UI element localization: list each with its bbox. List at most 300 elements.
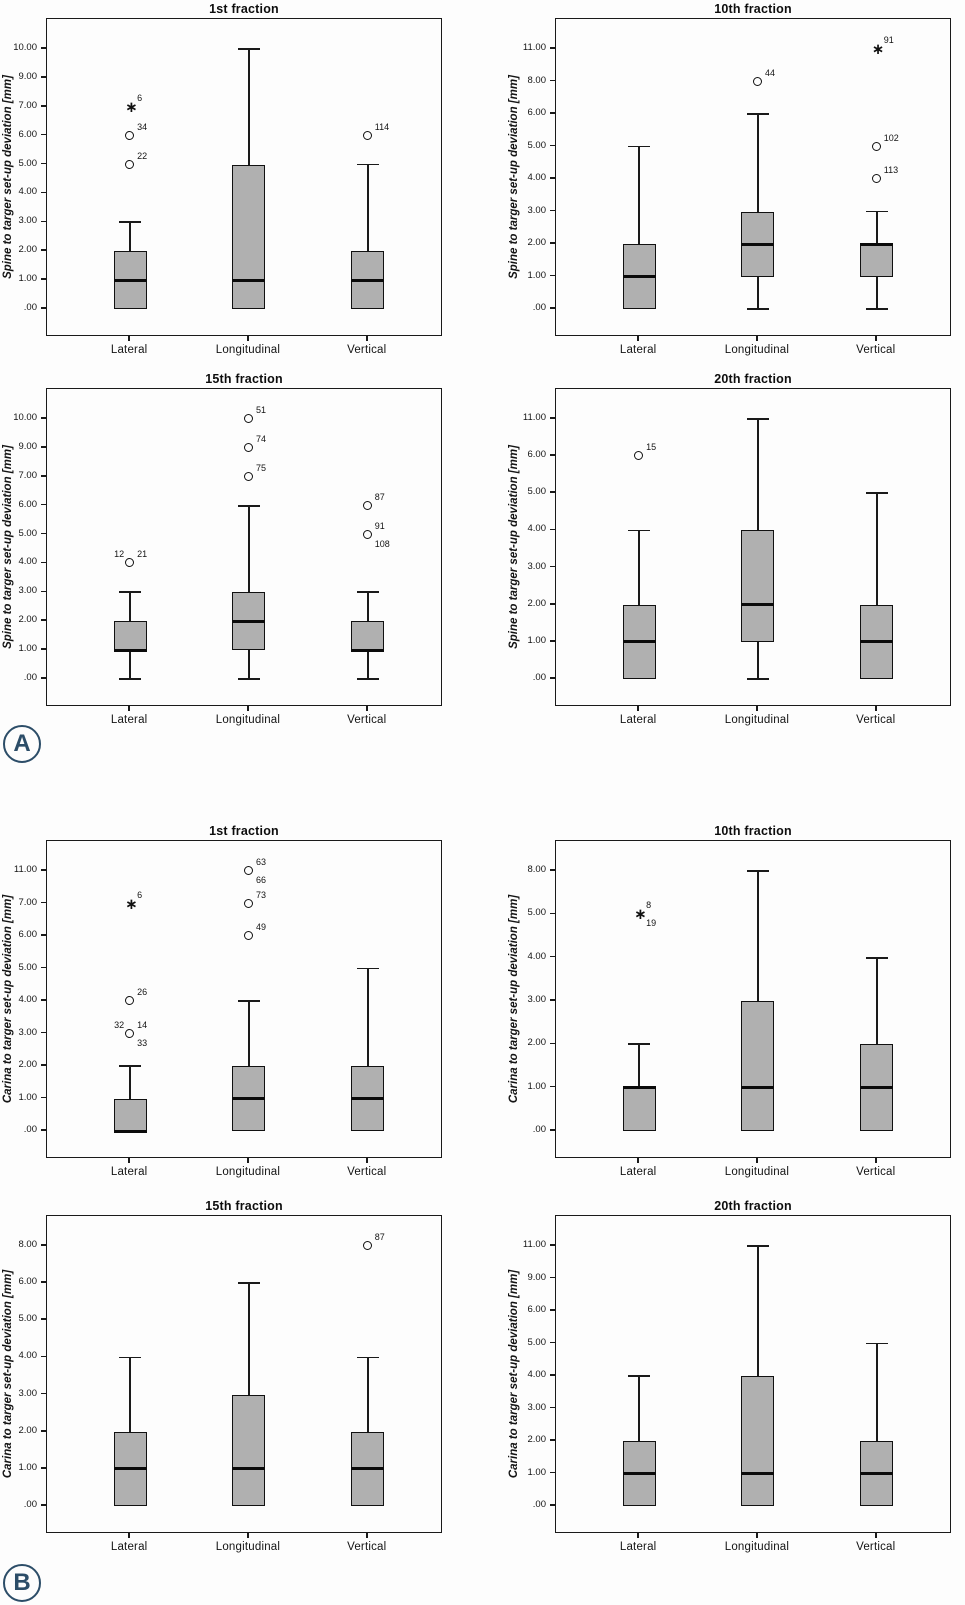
outlier-label: 21 xyxy=(137,549,148,560)
whisker-cap xyxy=(866,211,888,213)
y-tick xyxy=(550,640,555,642)
whisker-line xyxy=(129,592,131,621)
x-tick xyxy=(247,706,249,711)
outlier-asterisk-marker: ∗ xyxy=(634,905,647,924)
x-tick xyxy=(128,336,130,341)
y-tick-label: 5.00 xyxy=(527,907,546,919)
median-line xyxy=(351,649,384,652)
y-axis-label: Carina to targer set-up deviation [mm] xyxy=(508,1269,520,1479)
y-tick xyxy=(550,1277,555,1279)
x-category-label: Vertical xyxy=(856,1166,896,1178)
whisker-cap xyxy=(747,1245,769,1247)
outlier-circle-marker xyxy=(244,472,253,481)
y-tick xyxy=(550,566,555,568)
whisker-line xyxy=(129,650,131,679)
outlier-circle-marker xyxy=(363,501,372,510)
whisker-line xyxy=(757,871,759,1001)
x-category-label: Lateral xyxy=(110,714,148,726)
y-tick-label: 3.00 xyxy=(18,1026,37,1038)
y-tick xyxy=(550,80,555,82)
y-tick xyxy=(41,278,46,280)
y-tick-label: 1.00 xyxy=(527,1466,546,1478)
y-tick xyxy=(550,177,555,179)
y-tick xyxy=(41,1318,46,1320)
whisker-cap xyxy=(866,308,888,310)
outlier-circle-marker xyxy=(363,1241,372,1250)
whisker-cap xyxy=(747,113,769,115)
median-line xyxy=(623,1472,656,1475)
whisker-cap xyxy=(866,492,888,494)
plot-frame xyxy=(555,1215,951,1533)
y-tick-label: 4.00 xyxy=(18,994,37,1005)
y-tick-label: 6.00 xyxy=(18,128,37,140)
whisker-line xyxy=(129,222,131,251)
y-tick xyxy=(41,533,46,535)
y-tick-label: 6.00 xyxy=(18,929,37,940)
outlier-circle-marker xyxy=(753,77,762,86)
outlier-label: 49 xyxy=(255,922,266,932)
panel-a-badge: A xyxy=(3,725,41,763)
whisker-cap xyxy=(357,1357,379,1359)
subplot-title: 10th fraction xyxy=(714,824,792,838)
y-tick xyxy=(550,1342,555,1344)
outlier-circle-marker xyxy=(244,931,253,940)
y-tick-label: 7.00 xyxy=(18,896,37,908)
y-tick-label: .00 xyxy=(532,302,546,313)
outlier-label: 14 xyxy=(137,1019,148,1030)
y-axis-label: Spine to targer set-up deviation [mm] xyxy=(2,75,14,279)
y-axis-label: Carina to targer set-up deviation [mm] xyxy=(2,1269,14,1479)
outlier-label: 73 xyxy=(255,889,266,900)
y-tick-label: 6.00 xyxy=(18,1276,37,1288)
y-axis-label: Carina to targer set-up deviation [mm] xyxy=(508,894,520,1104)
outlier-label: 34 xyxy=(137,121,148,132)
y-tick-label: 9.00 xyxy=(527,1271,546,1283)
y-tick xyxy=(550,529,555,531)
y-tick xyxy=(41,134,46,136)
y-tick xyxy=(550,307,555,309)
whisker-line xyxy=(248,1001,250,1066)
x-category-label: Lateral xyxy=(619,714,657,726)
outlier-label: 32 xyxy=(114,1019,125,1030)
median-line xyxy=(114,279,147,282)
box xyxy=(860,244,893,277)
subplot-A-4 xyxy=(492,370,962,736)
x-tick xyxy=(366,706,368,711)
y-tick xyxy=(41,1097,46,1099)
outlier-label: 26 xyxy=(137,987,148,997)
x-category-label: Lateral xyxy=(110,1166,148,1178)
whisker-line xyxy=(876,493,878,604)
x-tick xyxy=(875,1158,877,1163)
median-line xyxy=(860,640,893,643)
x-tick xyxy=(637,336,639,341)
y-tick-label: 4.00 xyxy=(527,1369,546,1380)
y-tick xyxy=(550,869,555,871)
whisker-line xyxy=(129,1357,131,1431)
x-category-label: Longitudinal xyxy=(215,1166,281,1178)
y-tick xyxy=(41,648,46,650)
x-tick xyxy=(247,1158,249,1163)
subplot-title: 15th fraction xyxy=(205,372,283,386)
y-tick-label: 2.00 xyxy=(527,1434,546,1445)
outlier-label: 74 xyxy=(255,433,266,444)
y-tick-label: 3.00 xyxy=(18,215,37,227)
y-tick xyxy=(41,47,46,49)
y-tick-label: 4.00 xyxy=(527,950,546,962)
y-axis-label: Spine to targer set-up deviation [mm] xyxy=(508,75,520,279)
outlier-circle-marker xyxy=(363,131,372,140)
median-line xyxy=(351,279,384,282)
y-tick-label: 11.00 xyxy=(13,864,37,875)
whisker-cap xyxy=(119,221,141,223)
whisker-cap xyxy=(119,678,141,680)
subplot-B-2 xyxy=(492,822,962,1188)
whisker-cap xyxy=(866,957,888,959)
y-tick xyxy=(41,1356,46,1358)
x-tick xyxy=(875,1533,877,1538)
median-line xyxy=(860,1086,893,1089)
y-tick xyxy=(41,417,46,419)
whisker-cap xyxy=(747,418,769,420)
whisker-line xyxy=(129,1066,131,1099)
x-category-label: Lateral xyxy=(110,344,148,356)
y-tick-label: .00 xyxy=(23,1499,37,1510)
y-tick xyxy=(41,1244,46,1246)
x-tick xyxy=(875,706,877,711)
y-tick-label: 7.00 xyxy=(18,99,37,111)
plot-frame xyxy=(46,1215,442,1533)
median-line xyxy=(351,1467,384,1470)
y-tick xyxy=(550,491,555,493)
subplot-title: 20th fraction xyxy=(714,372,792,386)
outlier-circle-marker xyxy=(244,866,253,875)
box xyxy=(741,1376,774,1506)
outlier-label: 6 xyxy=(137,92,143,103)
outlier-label: 15 xyxy=(646,442,657,453)
y-tick xyxy=(550,1439,555,1441)
whisker-line xyxy=(638,1376,640,1441)
y-tick xyxy=(41,446,46,448)
box xyxy=(741,530,774,641)
y-tick-label: 5.00 xyxy=(18,527,37,539)
y-tick xyxy=(41,934,46,936)
y-tick xyxy=(550,1407,555,1409)
y-tick-label: 3.00 xyxy=(527,560,546,572)
y-tick-label: .00 xyxy=(532,1124,546,1135)
whisker-cap xyxy=(357,591,379,593)
median-line xyxy=(860,243,893,246)
y-tick xyxy=(550,913,555,915)
y-tick xyxy=(550,1309,555,1311)
y-tick xyxy=(41,1467,46,1469)
y-tick xyxy=(41,902,46,904)
outlier-label: 66 xyxy=(255,875,266,885)
y-tick-label: 5.00 xyxy=(18,157,37,169)
y-tick xyxy=(41,307,46,309)
outlier-label: 44 xyxy=(764,67,775,78)
outlier-circle-marker xyxy=(244,443,253,452)
x-category-label: Longitudinal xyxy=(724,344,790,356)
y-tick xyxy=(550,417,555,419)
y-tick xyxy=(41,76,46,78)
plot-frame xyxy=(46,840,442,1158)
x-category-label: Vertical xyxy=(856,1541,896,1553)
y-tick-label: 5.00 xyxy=(527,486,546,498)
y-tick xyxy=(550,603,555,605)
y-tick xyxy=(550,677,555,679)
outlier-label: 102 xyxy=(883,132,899,143)
whisker-line xyxy=(757,277,759,310)
median-line xyxy=(741,243,774,246)
x-category-label: Vertical xyxy=(347,1166,387,1178)
x-tick xyxy=(366,336,368,341)
outlier-circle-marker xyxy=(125,160,134,169)
subplot-title: 1st fraction xyxy=(209,2,279,16)
box xyxy=(114,621,147,650)
whisker-cap xyxy=(357,968,379,970)
median-line xyxy=(860,1472,893,1475)
y-tick xyxy=(550,454,555,456)
x-tick xyxy=(247,1533,249,1538)
outlier-circle-marker xyxy=(872,174,881,183)
median-line xyxy=(114,1130,147,1133)
x-category-label: Vertical xyxy=(347,1541,387,1553)
box xyxy=(741,1001,774,1131)
y-tick-label: 2.00 xyxy=(527,237,546,248)
y-tick xyxy=(41,1032,46,1034)
y-tick xyxy=(550,47,555,49)
y-tick-label: 11.00 xyxy=(522,42,546,53)
y-tick-label: 1.00 xyxy=(18,273,37,285)
x-category-label: Longitudinal xyxy=(215,714,281,726)
y-tick-label: 8.00 xyxy=(527,864,546,875)
y-tick xyxy=(41,163,46,165)
whisker-line xyxy=(248,49,250,165)
whisker-line xyxy=(757,114,759,212)
panel-b-badge: B xyxy=(3,1564,41,1602)
x-tick xyxy=(637,1533,639,1538)
median-line xyxy=(741,1472,774,1475)
x-tick xyxy=(366,1533,368,1538)
y-tick-label: 8.00 xyxy=(527,74,546,86)
y-tick-label: 8.00 xyxy=(18,1239,37,1250)
outlier-label: 114 xyxy=(374,121,390,132)
outlier-label: 22 xyxy=(137,150,148,161)
whisker-cap xyxy=(628,1043,650,1045)
x-category-label: Vertical xyxy=(347,714,387,726)
outlier-circle-marker xyxy=(125,996,134,1005)
outlier-label: 8 xyxy=(646,900,652,911)
y-tick-label: .00 xyxy=(532,1499,546,1510)
y-tick xyxy=(41,591,46,593)
x-category-label: Longitudinal xyxy=(724,1541,790,1553)
y-tick xyxy=(41,1281,46,1283)
subplot-title: 10th fraction xyxy=(714,2,792,16)
y-tick-label: 4.00 xyxy=(18,186,37,198)
outlier-label: 63 xyxy=(255,857,266,867)
y-tick xyxy=(41,1129,46,1131)
outlier-label: 113 xyxy=(883,165,899,175)
y-tick xyxy=(41,105,46,107)
y-tick xyxy=(41,999,46,1001)
outlier-circle-marker xyxy=(634,451,643,460)
whisker-line xyxy=(638,530,640,604)
whisker-cap xyxy=(238,48,260,50)
outlier-label: 87 xyxy=(374,1232,385,1242)
x-category-label: Vertical xyxy=(856,344,896,356)
y-tick-label: 4.00 xyxy=(527,523,546,535)
box xyxy=(351,621,384,650)
median-line xyxy=(741,1086,774,1089)
y-tick-label: 1.00 xyxy=(18,1461,37,1473)
y-tick xyxy=(550,1086,555,1088)
y-tick xyxy=(41,677,46,679)
y-tick xyxy=(550,1129,555,1131)
y-tick-label: 7.00 xyxy=(18,469,37,481)
y-axis-label: Spine to targer set-up deviation [mm] xyxy=(2,445,14,649)
x-tick xyxy=(756,1533,758,1538)
y-axis-label: Spine to targer set-up deviation [mm] xyxy=(508,445,520,649)
y-tick-label: .00 xyxy=(532,672,546,683)
median-line xyxy=(232,620,265,623)
x-category-label: Vertical xyxy=(856,714,896,726)
whisker-line xyxy=(876,277,878,310)
whisker-line xyxy=(757,1246,759,1376)
y-tick xyxy=(550,242,555,244)
y-tick xyxy=(41,1504,46,1506)
y-tick xyxy=(41,475,46,477)
subplot-title: 20th fraction xyxy=(714,1199,792,1213)
median-line xyxy=(623,1086,656,1089)
median-line xyxy=(114,1467,147,1470)
whisker-line xyxy=(638,147,640,245)
y-tick-label: 4.00 xyxy=(527,172,546,183)
outlier-circle-marker xyxy=(125,1029,134,1038)
whisker-cap xyxy=(238,1282,260,1284)
outlier-circle-marker xyxy=(125,558,134,567)
outlier-label: 19 xyxy=(646,918,657,929)
y-tick-label: 11.00 xyxy=(522,1239,546,1250)
y-tick-label: 1.00 xyxy=(527,1080,546,1092)
y-tick xyxy=(41,249,46,251)
outlier-label: 87 xyxy=(374,491,385,502)
box xyxy=(623,1088,656,1131)
subplot-A-3 xyxy=(0,370,470,736)
y-tick xyxy=(41,1430,46,1432)
subplot-title: 1st fraction xyxy=(209,824,279,838)
x-category-label: Lateral xyxy=(619,1166,657,1178)
whisker-cap xyxy=(119,1065,141,1067)
y-tick-label: 11.00 xyxy=(522,412,546,423)
y-tick xyxy=(41,221,46,223)
whisker-cap xyxy=(747,308,769,310)
x-category-label: Lateral xyxy=(110,1541,148,1553)
y-tick-label: 2.00 xyxy=(18,244,37,256)
y-tick-label: 5.00 xyxy=(18,1313,37,1325)
y-tick-label: 4.00 xyxy=(18,556,37,568)
outlier-asterisk-marker: ∗ xyxy=(125,894,138,913)
whisker-line xyxy=(367,1357,369,1431)
whisker-cap xyxy=(866,1343,888,1345)
median-line xyxy=(623,640,656,643)
whisker-cap xyxy=(747,678,769,680)
y-tick-label: 1.00 xyxy=(527,634,546,646)
x-category-label: Vertical xyxy=(347,344,387,356)
whisker-cap xyxy=(628,530,650,532)
x-tick xyxy=(756,336,758,341)
y-tick-label: 1.00 xyxy=(527,269,546,281)
median-line xyxy=(114,649,147,652)
outlier-circle-marker xyxy=(363,530,372,539)
y-tick-label: 2.00 xyxy=(18,1424,37,1436)
median-line xyxy=(232,1467,265,1470)
y-tick-label: 6.00 xyxy=(527,1304,546,1315)
plot-frame xyxy=(555,388,951,706)
y-tick xyxy=(550,112,555,114)
whisker-cap xyxy=(119,1357,141,1359)
outlier-circle-marker xyxy=(872,142,881,151)
x-tick xyxy=(128,706,130,711)
y-tick xyxy=(550,275,555,277)
outlier-asterisk-marker: ∗ xyxy=(125,97,138,116)
whisker-line xyxy=(757,419,759,530)
y-tick-label: 2.00 xyxy=(527,1037,546,1049)
y-tick-label: 3.00 xyxy=(18,1387,37,1399)
whisker-line xyxy=(876,1344,878,1442)
y-tick xyxy=(41,967,46,969)
x-tick xyxy=(128,1158,130,1163)
x-tick xyxy=(637,1158,639,1163)
y-tick-label: 10.00 xyxy=(13,42,37,53)
whisker-line xyxy=(248,1283,250,1394)
y-tick xyxy=(550,1043,555,1045)
box xyxy=(114,1099,147,1132)
outlier-label: 91 xyxy=(374,520,385,531)
y-tick-label: 6.00 xyxy=(527,449,546,461)
whisker-line xyxy=(248,506,250,593)
y-tick xyxy=(41,504,46,506)
whisker-cap xyxy=(238,505,260,507)
y-tick xyxy=(550,145,555,147)
y-tick-label: 3.00 xyxy=(527,1401,546,1413)
whisker-cap xyxy=(238,1000,260,1002)
subplot-B-3 xyxy=(0,1197,470,1563)
x-tick xyxy=(756,1158,758,1163)
median-line xyxy=(623,275,656,278)
median-line xyxy=(351,1097,384,1100)
whisker-line xyxy=(876,212,878,245)
subplot-A-1 xyxy=(0,0,470,366)
y-tick xyxy=(550,1504,555,1506)
whisker-cap xyxy=(119,591,141,593)
y-tick xyxy=(550,999,555,1001)
outlier-circle-marker xyxy=(244,414,253,423)
y-tick-label: 5.00 xyxy=(527,139,546,151)
y-tick-label: 3.00 xyxy=(527,994,546,1005)
x-tick xyxy=(247,336,249,341)
plot-frame xyxy=(46,388,442,706)
y-tick-label: 10.00 xyxy=(13,412,37,423)
y-tick-label: 2.00 xyxy=(18,614,37,626)
outlier-label: 108 xyxy=(374,538,390,549)
y-tick-label: 9.00 xyxy=(18,440,37,452)
x-category-label: Lateral xyxy=(619,1541,657,1553)
whisker-line xyxy=(876,958,878,1045)
y-tick-label: 5.00 xyxy=(527,1336,546,1348)
x-category-label: Lateral xyxy=(619,344,657,356)
y-axis-label: Carina to targer set-up deviation [mm] xyxy=(2,894,14,1104)
